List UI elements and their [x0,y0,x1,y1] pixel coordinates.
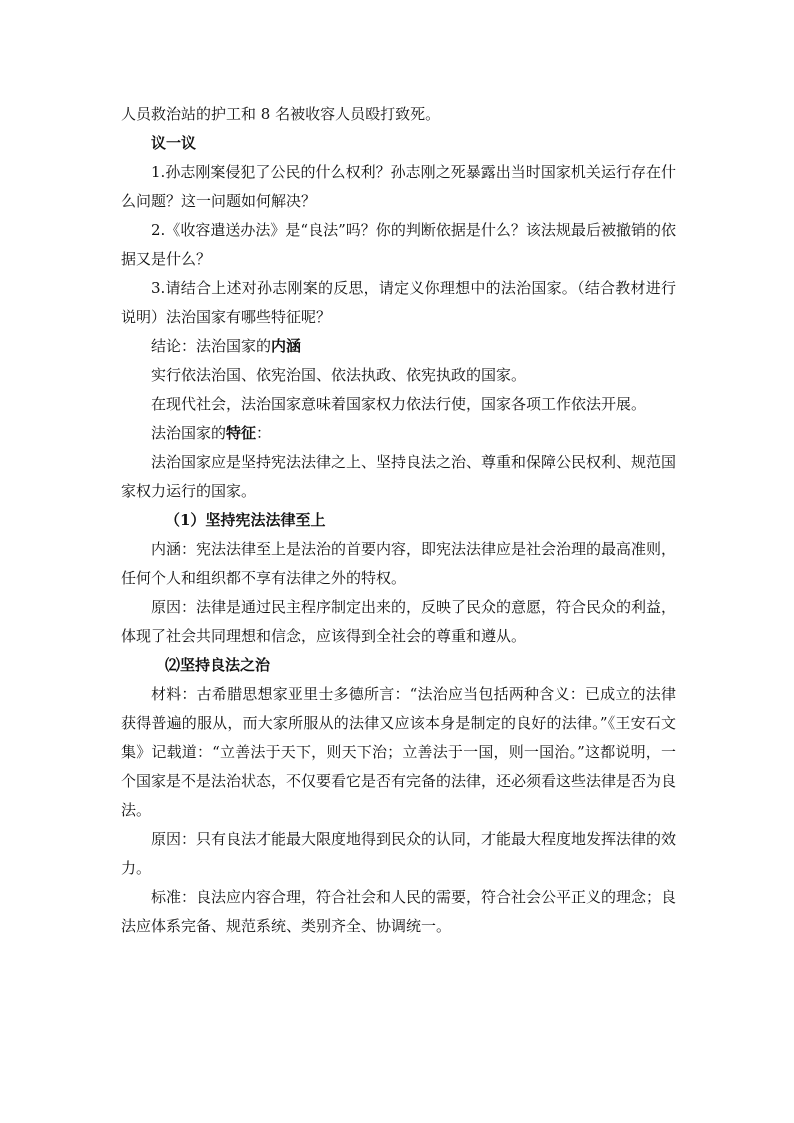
question-1: 1.孙志刚案侵犯了公民的什么权利？孙志刚之死暴露出当时国家机关运行存在什么问题？这一问题如何解决？ [121,163,676,210]
paragraph-standard: 标准：良法应内容合理，符合社会和人民的需要，符合社会公平正义的理念；良法应体系完备、规范系统、类别齐全、协调统一。 [121,888,677,935]
paragraph-modern-society: 在现代社会，法治国家意味着国家权力依法行使，国家各项工作依法开展。 [151,395,647,413]
heading-discuss: 议一议 [151,134,197,152]
paragraph-connotation: 内涵：宪法法律至上是法治的首要内容，即宪法法律应是社会治理的最高准则，任何个人和组织都不享有法律之外的特权。 [121,540,677,587]
features-colon: ： [256,424,272,442]
heading-constitution-supremacy: （1）坚持宪法法律至上 [165,511,326,529]
heading-good-law: ⑵坚持良法之治 [165,656,271,674]
paragraph-case-end: 人员救治站的护工和 8 名被收容人员殴打致死。 [121,105,441,123]
paragraph-reason-2: 原因：只有良法才能最大限度地得到民众的认同，才能最大程度地发挥法律的效力。 [121,830,677,877]
document-body [121,100,676,941]
features-text: 法治国家的 [151,424,227,442]
paragraph-reason-1: 原因：法律是通过民主程序制定出来的，反映了民众的意愿，符合民众的利益，体现了社会共同理想和信念，应该得到全社会的尊重和遵从。 [121,598,677,645]
features-line [121,419,676,448]
conclusion-line [121,332,676,361]
paragraph-material: 材料：古希腊思想家亚里士多德所言：“法治应当包括两种含义：已成立的法律获得普遍的服从，而大家所服从的法律又应该本身是制定的良好的法律。”《王安石文集》记载道：“立善法于天下，则天下治；立善法于一国，则一国治。”这都说明，一个国家是不是法治状态，不仅要看它是否有完备的法律，还必须看这些法律是否为良法。 [121,685,677,819]
question-3: 3.请结合上述对孙志刚案的反思，请定义你理想中的法治国家。（结合教材进行说明）法治国家有哪些特征呢？ [121,279,676,326]
paragraph-definition: 实行依法治国、依宪治国、依法执政、依宪执政的国家。 [151,366,527,384]
conclusion-keyword: 内涵 [271,337,302,355]
features-keyword: 特征 [226,424,257,442]
paragraph-features: 法治国家应是坚持宪法法律之上、坚持良法之治、尊重和保障公民权利、规范国家权力运行的国家。 [121,453,677,500]
conclusion-text: 结论：法治国家的 [151,337,272,355]
question-2: 2.《收容遣送办法》是“良法”吗？你的判断依据是什么？该法规最后被撤销的依据又是什么？ [121,221,676,268]
